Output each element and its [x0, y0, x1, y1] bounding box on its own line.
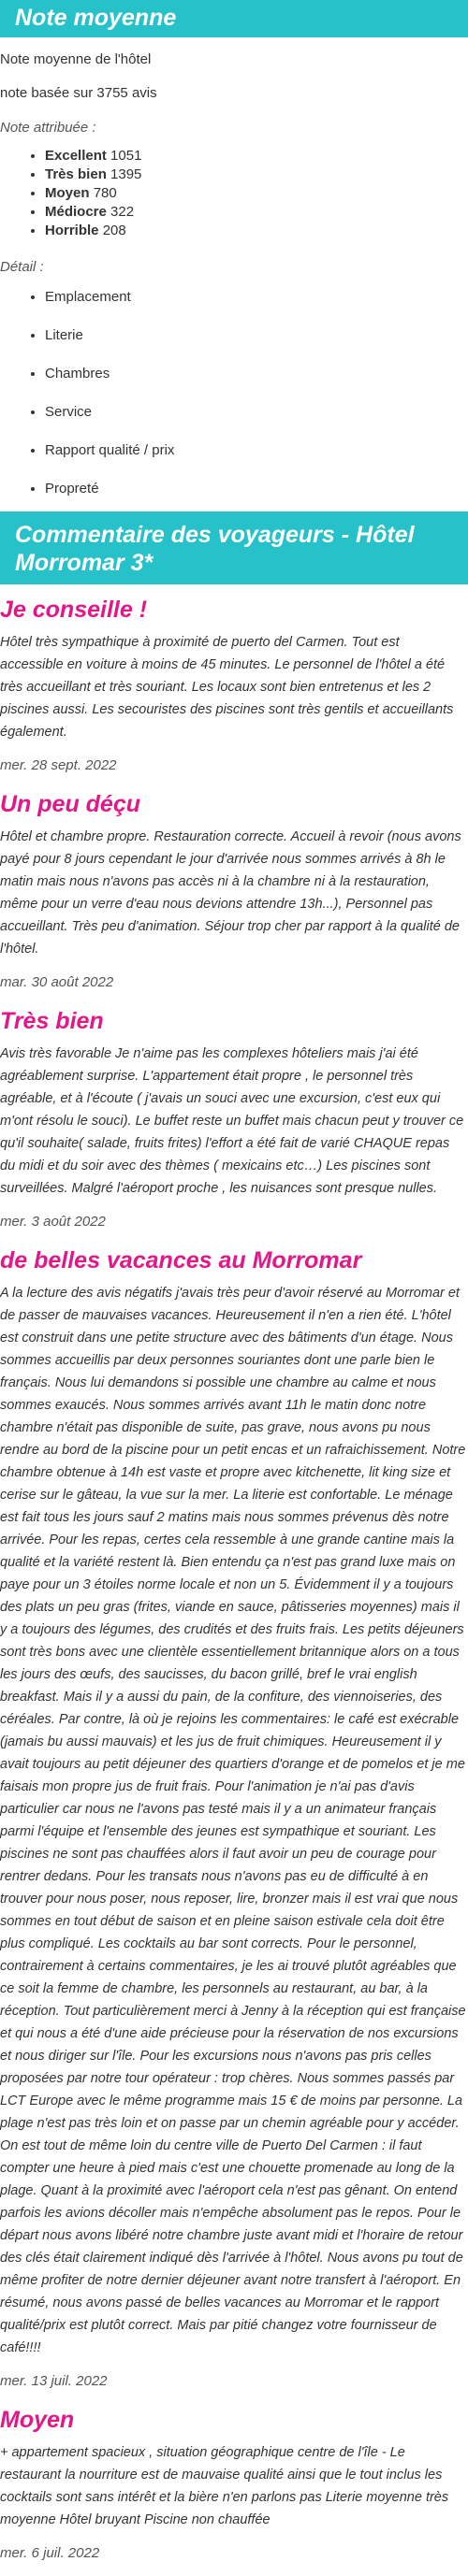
review-item	[0, 2404, 468, 2563]
detail-item-service: • Service	[45, 403, 468, 422]
review-item	[0, 1245, 468, 2391]
note-block	[0, 50, 468, 498]
review-body: Hôtel et chambre propre. Restauration correcte. Accueil à revoir (nous avons payé pour 8 jours cependant le jour d'arrivée nous sommes arrivés à 8h le matin mais nous n'avons pas accès ni à la chambre ni à la restauration, même pour un verre d'eau nous devions attendre 13h...), Personnel pas accueillant. Très peu d'animation. Séjour trop cher par rapport à la qualité de l'hôtel.	[0, 829, 461, 957]
review-date: mer. 6 juil. 2022	[0, 2545, 100, 2561]
note-section-header: Note moyenne	[0, 0, 468, 37]
detail-item-rapport-qualite-prix: • Rapport qualité / prix	[45, 441, 468, 460]
rating-label: Horrible	[45, 223, 99, 238]
note-section	[0, 0, 468, 498]
review-body: Avis très favorable Je n'aime pas les complexes hôteliers mais j'ai été agréablement surprise. L'appartement était propre , le personnel très agréable, et à l'écoute ( j'avais un souci avec une excursion, c'est eux qui m'ont résolu le souci). Le buffet reste un buffet mais chacun peut y trouver ce qu'il souhaite( salade, fruits frites) l'effort a été fait de varié CHAQUE repas du midi et du soir avec des thèmes ( mexicains etc…) Les piscines sont surveillées. Malgré l'aéroport proche , les nuisances sont presque nulles.	[0, 1046, 464, 1196]
review-body: Hôtel très sympathique à proximité de puerto del Carmen. Tout est accessible en voiture à moins de 45 minutes. Le personnel de l'hôtel a été très accueillant et très souriant. Les locaux sont bien entretenus et les 2 piscines aussi. Les secouristes des piscines sont très gentils et accueillants également.	[0, 635, 454, 740]
rating-item	[45, 203, 468, 222]
review-title: Moyen	[0, 2407, 75, 2433]
detail-label: Détail :	[0, 259, 44, 275]
rating-count: 780	[93, 185, 117, 201]
rating-count: 1395	[110, 166, 142, 182]
rating-count: 208	[102, 223, 126, 238]
rating-count: 1051	[110, 148, 142, 164]
review-item	[0, 594, 468, 775]
detail-item-emplacement: • Emplacement	[45, 288, 468, 307]
reviews-section-header: Commentaire des voyageurs - Hôtel Morromar 3*	[0, 511, 468, 584]
rating-label: Très bien	[45, 166, 107, 182]
review-date: mer. 13 juil. 2022	[0, 2373, 108, 2389]
review-date: mar. 30 août 2022	[0, 974, 114, 990]
review-item	[0, 788, 468, 992]
based-on-text: note basée sur 3755 avis	[0, 85, 157, 101]
rating-count: 322	[110, 204, 135, 220]
rating-label: Médiocre	[45, 204, 107, 220]
review-date: mer. 28 sept. 2022	[0, 757, 117, 773]
rating-item	[45, 184, 468, 203]
rating-item	[45, 147, 468, 165]
detail-item-proprete: • Propreté	[45, 480, 468, 498]
detail-item-chambres: • Chambres	[45, 365, 468, 383]
review-body: A la lecture des avis négatifs j'avais très peur d'avoir réservé au Morromar et de passer de mauvaises vacances. Heureusement il n'en a rien été. L'hôtel est construit dans une petite structure avec des bâtiments d'un étage. Nous sommes accueillis par deux personnes souriantes dont une parle bien le français. Nous lui demandons si possible une chambre au calme et nous sommes exaucés. Nous sommes arrivés avant 11h le matin donc notre chambre n'était pas disponible de suite, pas grave, nous avons pu nous rendre au bord de la piscine pour un petit encas et un rafraichissement. Notre chambre obtenue à 14h est vaste et propre avec kitchenette, lit king size et cerise sur le gâteau, la vue sur la mer. La literie est confortable. Le ménage est fait tous les jours sauf 2 matins mais nous sommes prévenus dès notre arrivée. Pour les repas, certes cela ressemble à une grande cantine mais la qualité et la variété restent là. Bien entendu ça n'est pas grand luxe mais on paye pour un 3 étoiles norme locale et non un 5. Évidemment il y a toujours des plats un peu gras (frites, viande en sauce, pâtisseries moyennes) mais il y a toujours des légumes, des crudités et des fruits frais. Les petits déjeuners sont très bons avec une clientèle essentiellement britannique alors on a tous les jours des œufs, des saucisses, du bacon grillé, bref le vrai english breakfast. Mais il y a aussi du pain, de la confiture, des viennoiseries, des céréales. Par contre, là où je rejoins les commentaires: le café est exécrable (jamais bu aussi mauvais) et les jus de fruit chimiques. Heureusement il y avait toujours au petit déjeuner des quartiers d'orange et de pomelos et je me faisais mon propre jus de fruit frais. Pour l'animation je n'ai pas d'avis particulier car nous ne l'avons pas testé mais il y a un animateur français parmi l'équipe et l'ensemble des jeunes est sympathique et souriant. Les piscines ne sont pas chauffées alors il faut avoir un peu de courage pour rentrer dedans. Pour les transats nous n'avons pas eu de difficulté à en trouver pour nous poser, nous reposer, lire, bronzer mais il est vrai que nous sommes en tout début de saison et en pleine saison estivale cela doit être plus compliqué. Les cocktails au bar sont corrects. Pour le personnel, contrairement à certains commentaires, je les ai trouvé plutôt agréables que ce soit la femme de chambre, les personnels au restaurant, au bar, à la réception. Tout particulièrement merci à Jenny à la réception qui est française et qui nous a été d'une aide précieuse pour la réservation de nos excursions et nous diriger sur l'île. Pour les excursions nous n'avons pas pris celles proposées par notre tour opérateur : trop chères. Nous sommes passés par LCT Europe avec le même programme mais 15 € de moins par personne. La plage n'est pas très loin et on passe par un chemin agréable pour y accéder. On est tout de même loin du centre ville de Puerto Del Carmen : il faut compter une heure à pied mais c'est une chouette promenade au long de la plage. Quant à la proximité avec l'aéroport cela n'est pas gênant. On entend parfois les avions décoller mais n'empêche absolument pas le repos. Pour le départ nous avons libéré notre chambre juste avant midi et l'horaire de retour des clés était clairement indiqué dès l'arrivée à l'hôtel. Nous avons pu tout de même profiter de notre dernier déjeuner avant notre transfert à l'aéroport. En résumé, nous avons passé de belles vacances au Morromar et le rapport qualité/prix est plutôt correct. Mais par pitié changez votre fournisseur de café!!!!	[0, 1286, 466, 2355]
review-date: mer. 3 août 2022	[0, 1214, 106, 1230]
rating-item	[45, 165, 468, 184]
review-title: Un peu déçu	[0, 791, 141, 817]
review-title: Je conseille !	[0, 597, 148, 623]
rating-given-label: Note attribuée :	[0, 120, 96, 136]
rating-item	[45, 222, 468, 240]
review-title: de belles vacances au Morromar	[0, 1247, 362, 1274]
review-item	[0, 1005, 468, 1231]
details-list	[0, 288, 468, 498]
reviews-section	[0, 511, 468, 2563]
detail-item-literie: • Literie	[45, 326, 468, 345]
review-title: Très bien	[0, 1008, 104, 1034]
hotel-rating-label: Note moyenne de l'hôtel	[0, 51, 152, 67]
rating-label: Excellent	[45, 148, 107, 164]
rating-label: Moyen	[45, 185, 90, 201]
ratings-list	[0, 147, 468, 240]
review-body: + appartement spacieux , situation géographique centre de l'île - Le restaurant la nourriture est de mauvaise qualité ainsi que le tout inclus les cocktails sont sans intérêt et la bière n'en parlons pas Literie moyenne très moyenne Hôtel bruyant Piscine non chauffée	[0, 2445, 449, 2527]
